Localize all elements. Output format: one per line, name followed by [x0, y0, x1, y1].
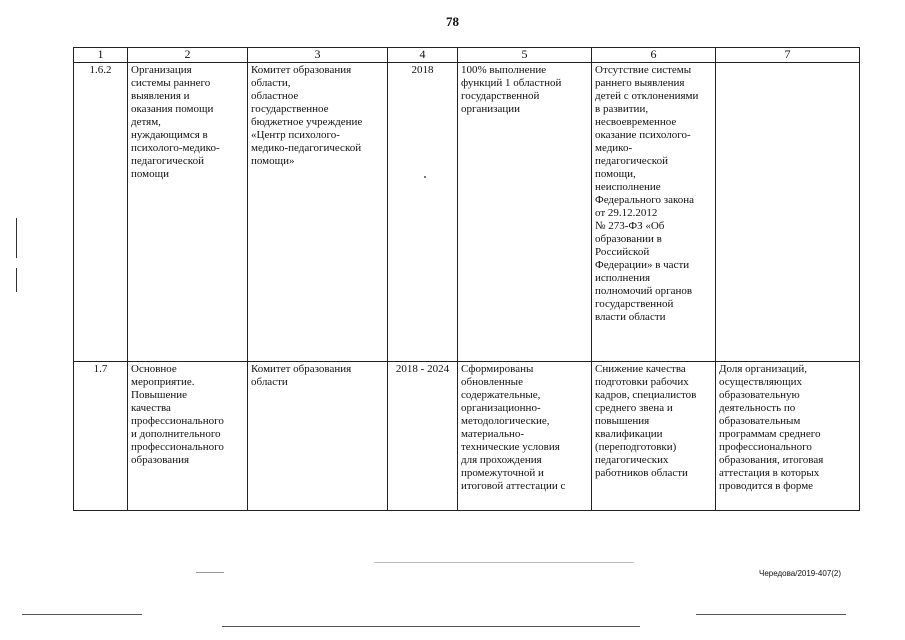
scan-artifact: [16, 218, 17, 258]
column-header: 1: [74, 48, 128, 63]
consequences: Снижение качества подготовки рабочих кадров, специалистов среднего звена и повышения квалификации (переподготовки) педагогических работников области: [592, 362, 716, 511]
column-header: 3: [248, 48, 388, 63]
column-header: 4: [388, 48, 458, 63]
column-header: 7: [716, 48, 860, 63]
activity-name: Основное мероприятие. Повышение качества профессионального и дополнительного профессионального образования: [128, 362, 248, 511]
activity-name: Организация системы раннего выявления и оказания помощи детям, нуждающимся в психолого-медико- педагогической помощи: [128, 63, 248, 362]
indicator-link: [716, 63, 860, 362]
scan-artifact: [424, 176, 426, 178]
scan-artifact: [696, 614, 846, 615]
table-row: [74, 362, 860, 511]
indicator-link: Доля организаций, осуществляющих образовательную деятельность по образовательным программам среднего профессионального образования, итоговая аттестация в которых проводится в форме: [716, 362, 860, 511]
page-number: 78: [446, 14, 459, 29]
scan-artifact: [196, 572, 224, 573]
row-number: 1.6.2: [74, 63, 128, 362]
scan-artifact: [222, 626, 640, 627]
document-table: [73, 47, 860, 511]
column-header: 5: [458, 48, 592, 63]
scan-artifact: [22, 614, 142, 615]
column-header: 6: [592, 48, 716, 63]
scan-artifact: [16, 268, 17, 292]
implementation-period: 2018: [388, 63, 458, 362]
consequences: Отсутствие системы раннего выявления детей с отклонениями в развитии, несвоевременное оказание психолого- медико- педагогической помощи, неисполнение Федерального закона от 29.12.2012 № 273-ФЗ «Об образовании в Российской Федерации» в части исполнения полномочий органов государственной власти области: [592, 63, 716, 362]
document-code: Чередова/2019-407(2): [759, 569, 842, 578]
implementation-period: 2018 - 2024: [388, 362, 458, 511]
responsible-executor: Комитет образования области, областное государственное бюджетное учреждение «Центр психолого- медико-педагогической помощи»: [248, 63, 388, 362]
scan-artifact: [374, 562, 634, 563]
table-header-row: [74, 48, 860, 63]
row-number: 1.7: [74, 362, 128, 511]
responsible-executor: Комитет образования области: [248, 362, 388, 511]
expected-result: 100% выполнение функций 1 областной государственной организации: [458, 63, 592, 362]
column-header: 2: [128, 48, 248, 63]
table-row: [74, 63, 860, 362]
expected-result: Сформированы обновленные содержательные, организационно- методологические, материально- технические условия для прохождения промежуточной и итоговой аттестации с: [458, 362, 592, 511]
